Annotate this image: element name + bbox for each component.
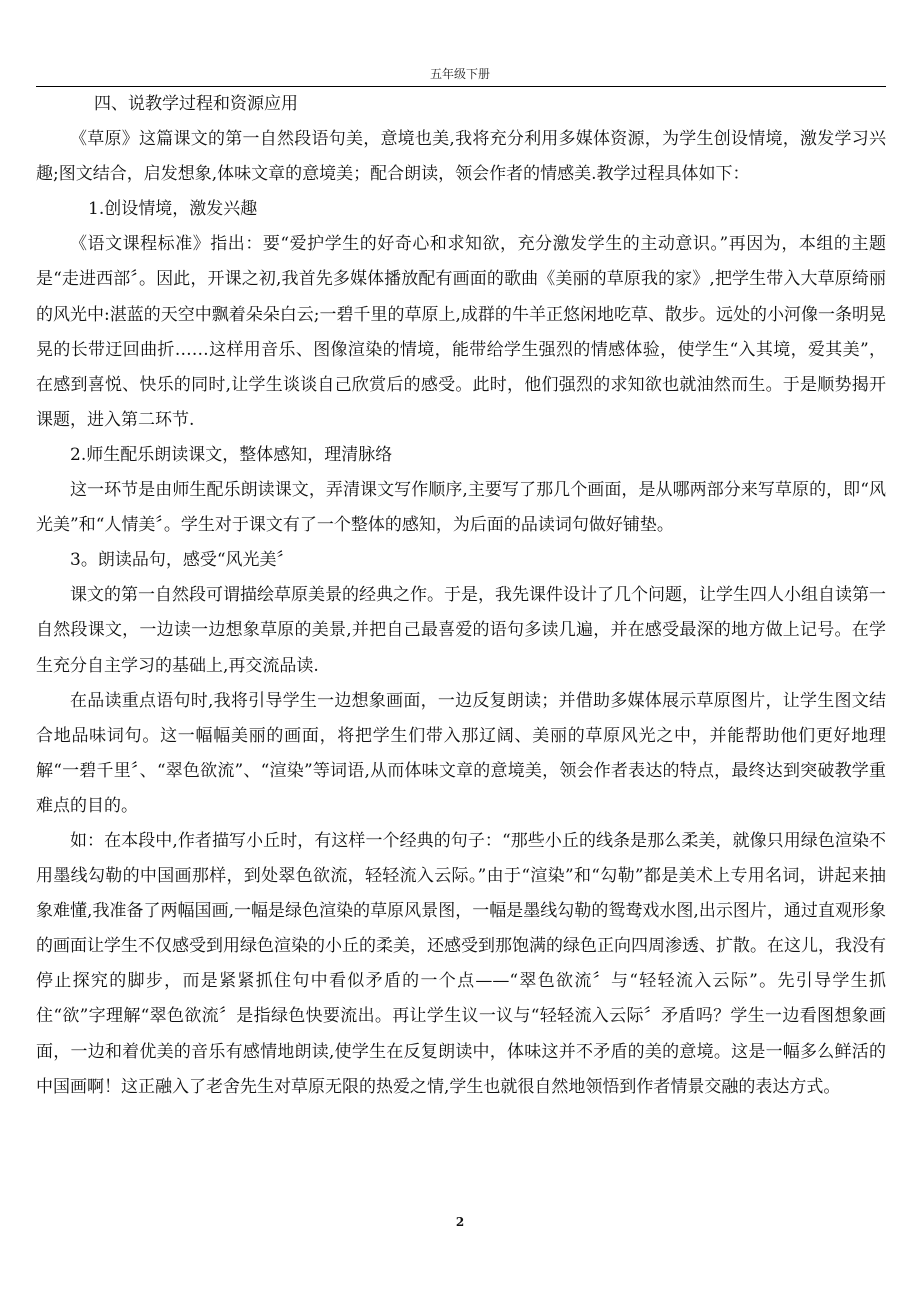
document-body xyxy=(36,87,886,1105)
step-3-heading: 3。朗读品句，感受“风光美〞 xyxy=(70,550,294,571)
section-heading: 四、说教学过程和资源应用 xyxy=(94,94,298,114)
running-header: 五年级下册 xyxy=(429,67,490,81)
step-1-paragraph: 《语文课程标准》指出：要“爱护学生的好奇心和求知欲，充分激发学生的主动意识。”再因为，本组的主题是“走进西部〞。因此，开课之初,我首先多媒体播放配有画面的歌曲《美丽的草原我的家》,把学生带入大草原绮丽的风光中:湛蓝的天空中飘着朵朵白云;一碧千里的草原上,成群的牛羊正悠闲地吃草、散步。远处的小河像一条明晃晃的长带迂回曲折……这样用音乐、图像渲染的情境，能带给学生强烈的情感体验，使学生“入其境，爱其美”，在感到喜悦、快乐的同时,让学生谈谈自己欣赏后的感受。此时，他们强烈的求知欲也就油然而生。于是顺势揭开课题，进入第二环节. xyxy=(36,234,886,430)
intro-paragraph: 《草原》这篇课文的第一自然段语句美，意境也美,我将充分利用多媒体资源，为学生创设情境，激发学习兴趣;图文结合，启发想象,体味文章的意境美；配合朗读，领会作者的情感美.教学过程具体如下： xyxy=(36,129,886,185)
reading-paragraph: 在品读重点语句时,我将引导学生一边想象画面，一边反复朗读；并借助多媒体展示草原图片，让学生图文结合地品味词句。这一幅幅美丽的画面，将把学生们带入那辽阔、美丽的草原风光之中，并能帮助他们更好地理解“一碧千里〞、“翠色欲流”、“渲染”等词语,从而体味文章的意境美，领会作者表达的特点，最终达到突破教学重难点的目的。 xyxy=(36,690,886,816)
step-2-heading: 2.师生配乐朗读课文，整体感知，理清脉络 xyxy=(70,444,393,465)
step-3-paragraph: 课文的第一自然段可谓描绘草原美景的经典之作。于是，我先课件设计了几个问题，让学生四人小组自读第一自然段课文，一边读一边想象草原的美景,并把自己最喜爱的语句多读几遍，并在感受最深的地方做上记号。在学生充分自主学习的基础上,再交流品读. xyxy=(36,585,886,676)
example-paragraph: 如：在本段中,作者描写小丘时，有这样一个经典的句子：“那些小丘的线条是那么柔美，就像只用绿色渲染不用墨线勾勒的中国画那样，到处翠色欲流，轻轻流入云际。”由于“渲染”和“勾勒”都是美术上专用名词，讲起来抽象难懂,我准备了两幅国画,一幅是绿色渲染的草原风景图，一幅是墨线勾勒的鸳鸯戏水图,出示图片，通过直观形象的画面让学生不仅感受到用绿色渲染的小丘的柔美，还感受到那饱满的绿色正向四周渗透、扩散。在这儿，我没有停止探究的脚步，而是紧紧抓住句中看似矛盾的一个点——“翠色欲流〞与“轻轻流入云际”。先引导学生抓住“欲”字理解“翠色欲流〞是指绿色快要流出。再让学生议一议与“轻轻流入云际〞矛盾吗？学生一边看图想象画面，一边和着优美的音乐有感情地朗读,使学生在反复朗读中，体味这并不矛盾的美的意境。这是一幅多么鲜活的中国画啊！这正融入了老舍先生对草原无限的热爱之情,学生也就很自然地领悟到作者情景交融的表达方式。 xyxy=(36,830,886,1097)
step-2-paragraph: 这一环节是由师生配乐朗读课文，弄清课文写作顺序,主要写了那几个画面，是从哪两部分来写草原的，即“风光美”和“人情美〞。学生对于课文有了一个整体的感知，为后面的品读词句做好铺垫。 xyxy=(36,480,886,536)
page-number: 2 xyxy=(455,1215,465,1229)
step-1-heading: 1.创设情境，激发兴趣 xyxy=(88,199,258,220)
